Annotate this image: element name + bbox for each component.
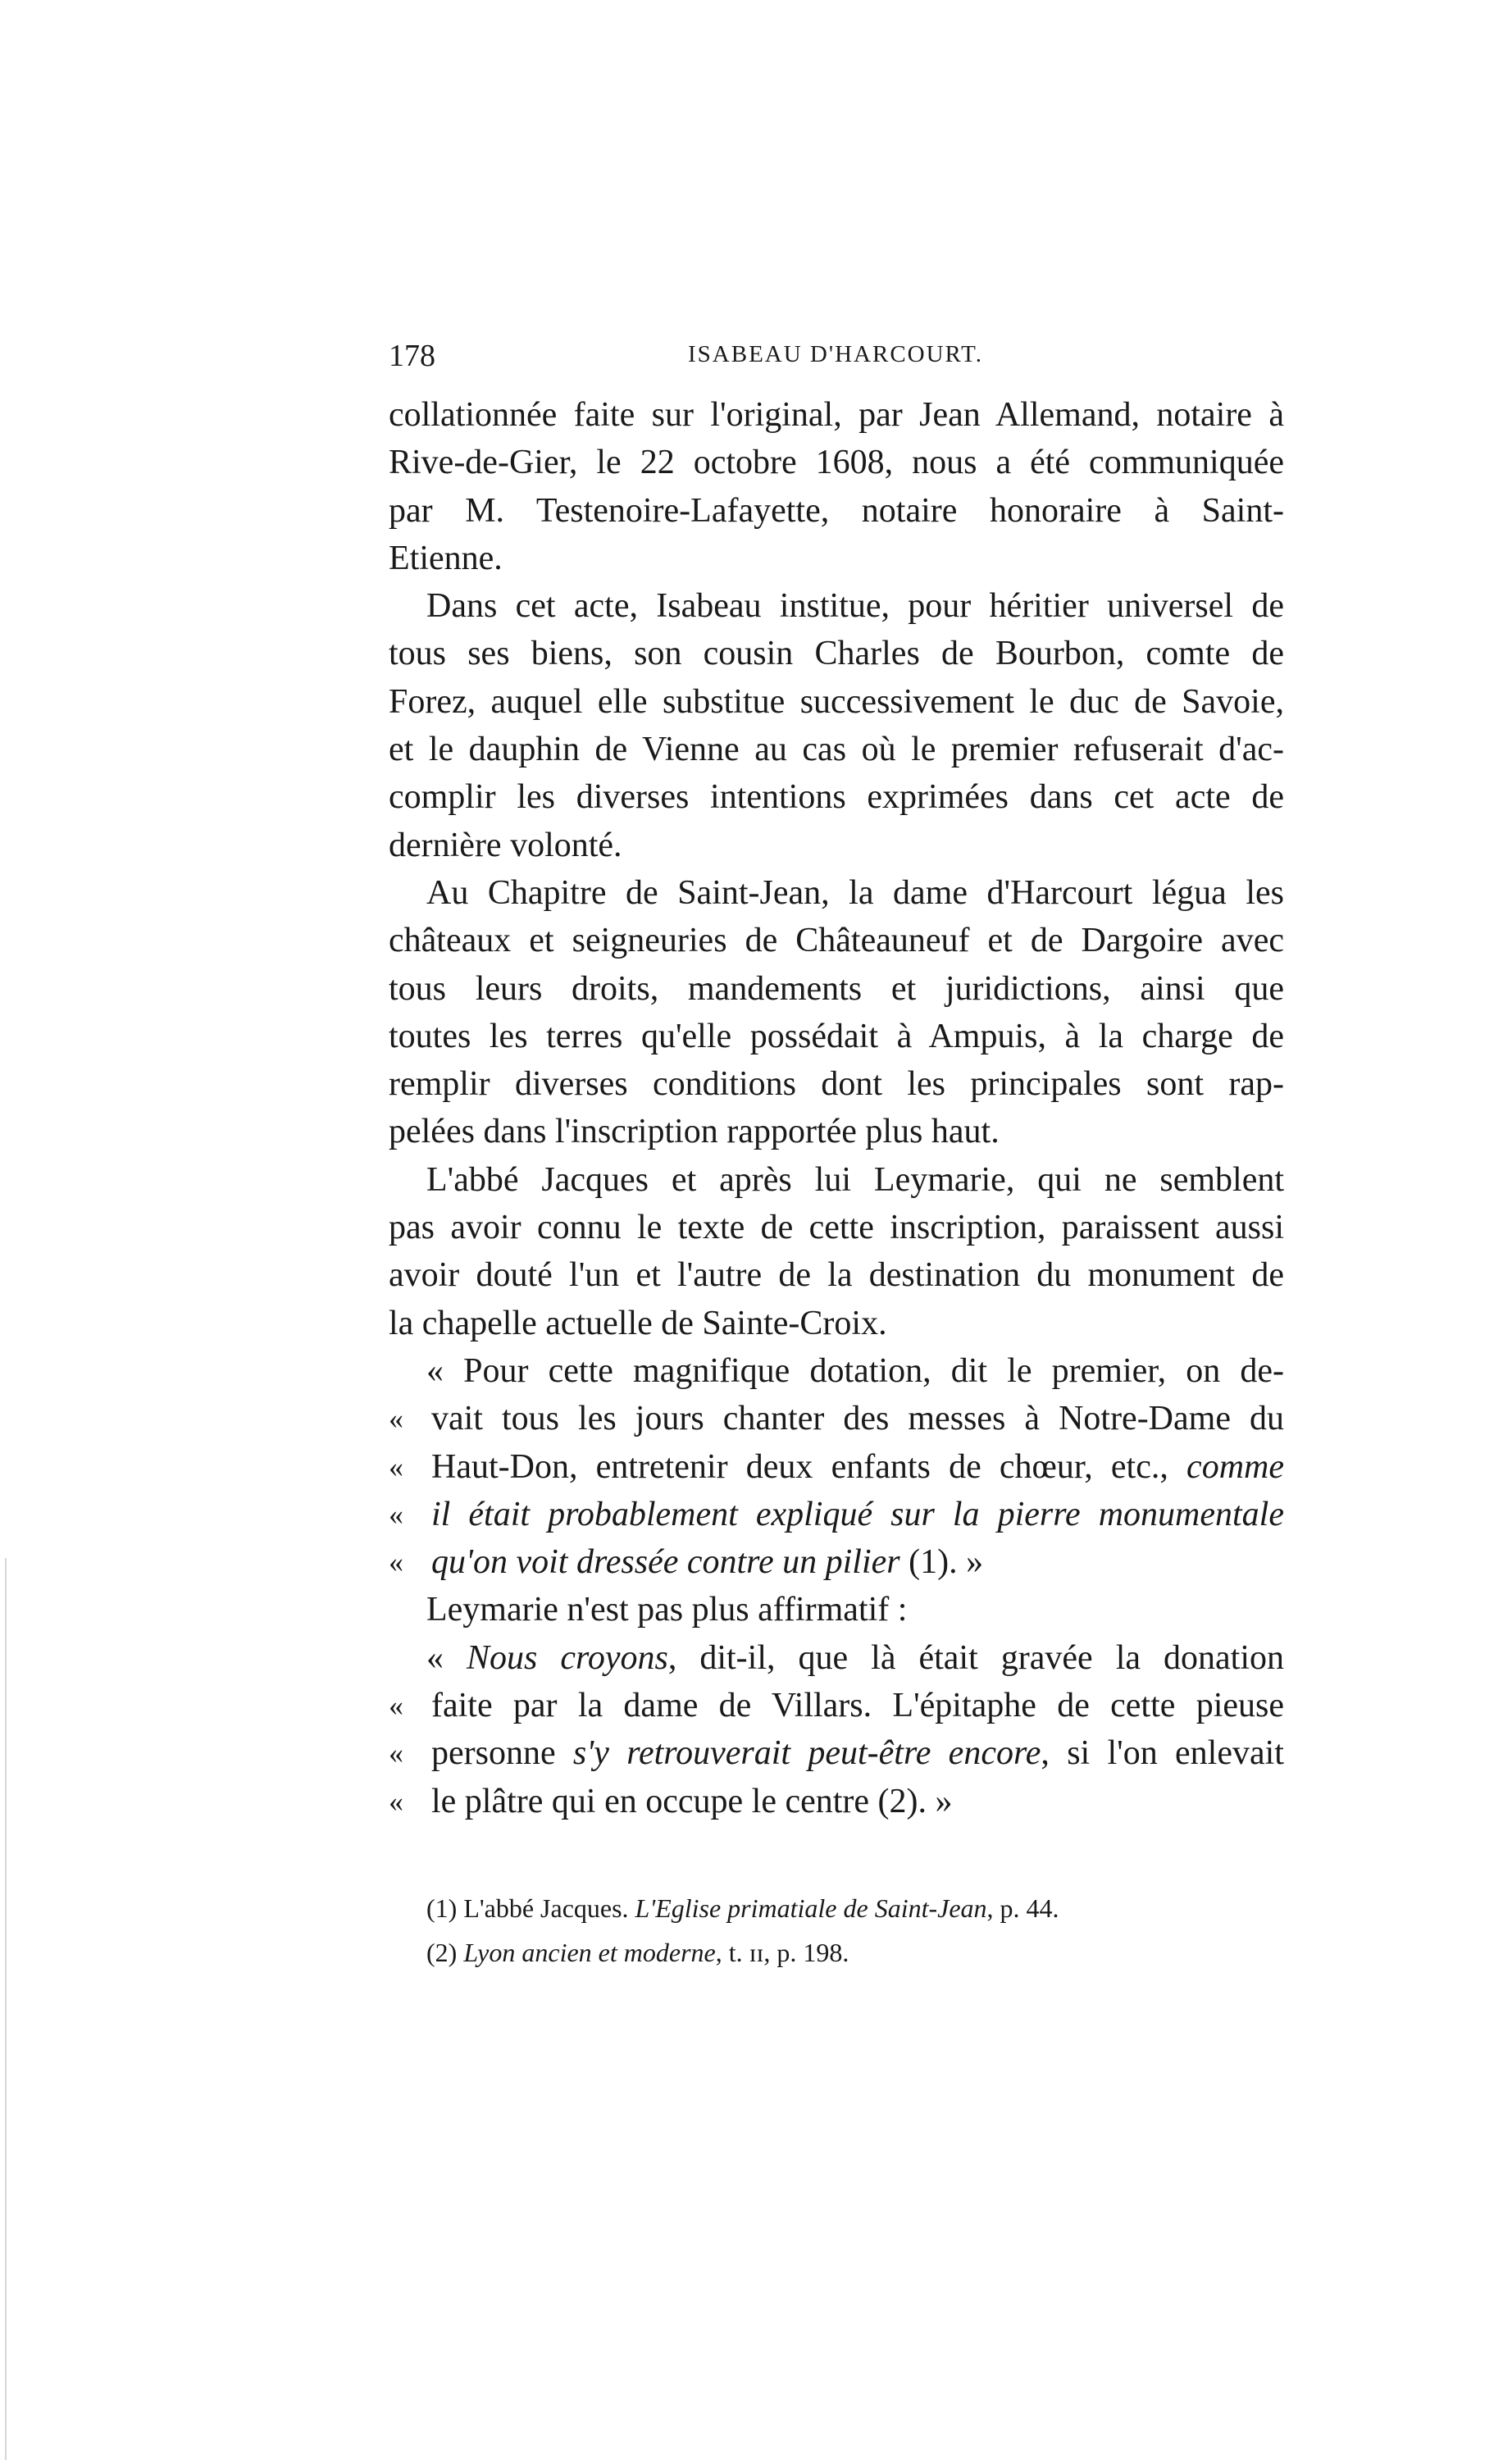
text-line: [389, 1682, 1284, 1729]
line-text: [389, 1204, 1284, 1251]
quote-mark: «: [389, 1497, 403, 1531]
quote-mark: «: [389, 1546, 403, 1579]
page-header: [389, 338, 1282, 379]
line-text: [389, 1682, 1284, 1729]
text-line: [389, 869, 1284, 917]
text-line: [389, 1443, 1284, 1491]
line-text: [389, 869, 1284, 917]
line-text: [389, 678, 1284, 726]
line-text: [389, 439, 1284, 486]
footnote-text: (1) L'abbé Jacques.: [426, 1893, 635, 1923]
text-segment: (1). »: [899, 1543, 984, 1582]
text-line: [389, 1013, 1284, 1060]
text-segment: vait tous les jours chanter des messes à Notre-Dame du: [431, 1400, 1284, 1438]
line-text: [389, 1251, 1284, 1299]
line-text: [389, 1778, 1284, 1825]
line-text: [389, 1060, 1284, 1108]
footnote-title: Lyon ancien et moderne: [463, 1938, 716, 1967]
text-segment: le plâtre qui en occupe le centre (2). »: [431, 1782, 953, 1820]
text-line: [389, 1729, 1284, 1777]
line-text: [389, 1395, 1284, 1442]
text-segment: , si l'on enlevait: [1041, 1734, 1284, 1773]
text-segment: Au Chapitre de Saint-Jean, la dame d'Harcourt légua les: [426, 873, 1284, 912]
line-text: [389, 1729, 1284, 1777]
text-segment: personne: [431, 1734, 573, 1773]
text-segment: Rive-de-Gier, le 22 octobre 1608, nous a été communiquée: [389, 444, 1284, 482]
line-text: [389, 917, 1284, 964]
text-segment: Forez, auquel elle substitue successivement le duc de Savoie,: [389, 682, 1284, 721]
text-segment: par M. Testenoire-Lafayette, notaire honoraire à Saint-: [389, 491, 1284, 530]
text-line: [389, 917, 1284, 964]
line-text: [389, 1491, 1284, 1538]
footnote-text: , t. ɪɪ, p. 198.: [715, 1938, 849, 1967]
italic-segment: s'y retrouverait peut-être encore: [572, 1734, 1041, 1773]
text-line: [389, 1347, 1284, 1395]
footnote-text: , p. 44.: [986, 1893, 1059, 1923]
line-text: [389, 1443, 1284, 1491]
text-line: [389, 1491, 1284, 1538]
italic-segment: comme: [1186, 1447, 1284, 1486]
text-line: [389, 391, 1284, 439]
text-segment: complir les diverses intentions exprimées dans cet acte de: [389, 778, 1284, 817]
line-text: [389, 391, 1284, 439]
text-line: [389, 1156, 1284, 1204]
text-line: [389, 535, 1284, 582]
line-text: [389, 1634, 1284, 1682]
text-line: [389, 1060, 1284, 1108]
line-text: [389, 1347, 1284, 1395]
scan-artifact-line: [5, 1558, 7, 2460]
text-segment: et le dauphin de Vienne au cas où le premier refuserait d'ac-: [389, 731, 1284, 769]
text-line: [389, 822, 1284, 869]
text-segment: Dans cet acte, Isabeau institue, pour héritier universel de: [426, 587, 1284, 626]
text-line: [389, 726, 1284, 773]
text-line: [389, 487, 1284, 535]
footnote: [426, 1930, 1059, 1975]
footnote-title: L'Eglise primatiale de Saint-Jean: [635, 1893, 987, 1923]
text-line: [389, 1538, 1284, 1586]
line-text: [389, 965, 1284, 1013]
text-segment: dernière volonté.: [389, 826, 622, 864]
text-segment: avoir douté l'un et l'autre de la destination du monument de: [389, 1256, 1284, 1295]
line-text: [389, 1156, 1284, 1204]
text-segment: « Pour cette magnifique dotation, dit le premier, on de-: [426, 1351, 1284, 1390]
quote-mark: «: [389, 1402, 403, 1436]
line-text: [389, 582, 1284, 630]
line-text: [389, 1108, 1284, 1155]
italic-segment: il était probablement expliqué sur la pierre monumentale: [431, 1495, 1284, 1533]
text-line: [389, 582, 1284, 630]
line-text: [389, 726, 1284, 773]
quote-mark: «: [389, 1450, 403, 1483]
line-text: [389, 1300, 1284, 1347]
text-line: [389, 1586, 1284, 1633]
italic-segment: Nous croyons: [467, 1638, 668, 1677]
text-segment: châteaux et seigneuries de Châteauneuf et de Dargoire avec: [389, 922, 1284, 960]
italic-segment: qu'on voit dressée contre un pilier: [431, 1543, 900, 1582]
text-segment: tous leurs droits, mandements et juridictions, ainsi que: [389, 969, 1284, 1008]
text-line: [389, 1251, 1284, 1299]
page-number: 178: [389, 339, 435, 373]
text-segment: collationnée faite sur l'original, par Jean Allemand, notaire à: [389, 396, 1284, 434]
text-line: [389, 1634, 1284, 1682]
quote-mark: «: [389, 1784, 403, 1818]
text-line: [389, 1204, 1284, 1251]
line-text: [389, 822, 1284, 869]
line-text: [389, 535, 1284, 582]
footnotes: [426, 1886, 1059, 1975]
quote-mark: «: [389, 1737, 403, 1770]
line-text: [389, 630, 1284, 677]
line-text: [389, 1586, 1284, 1633]
text-segment: «: [426, 1638, 467, 1677]
text-line: [389, 630, 1284, 677]
text-segment: faite par la dame de Villars. L'épitaphe de cette pieuse: [431, 1687, 1284, 1725]
text-segment: Leymarie n'est pas plus affirmatif :: [426, 1591, 908, 1629]
text-segment: L'abbé Jacques et après lui Leymarie, qui ne semblent: [426, 1160, 1284, 1199]
footnote: [426, 1886, 1059, 1930]
running-title: ISABEAU D'HARCOURT.: [688, 341, 983, 367]
quote-mark: «: [389, 1689, 403, 1723]
line-text: [389, 1538, 1284, 1586]
footnote-text: (2): [426, 1938, 464, 1967]
body-text: [389, 391, 1284, 1825]
text-segment: pas avoir connu le texte de cette inscription, paraissent aussi: [389, 1209, 1284, 1247]
text-line: [389, 773, 1284, 821]
text-segment: Haut-Don, entretenir deux enfants de chœur, etc.,: [431, 1447, 1187, 1486]
text-segment: pelées dans l'inscription rapportée plus haut.: [389, 1113, 1000, 1151]
text-segment: la chapelle actuelle de Sainte-Croix.: [389, 1304, 887, 1342]
text-segment: Etienne.: [389, 539, 503, 577]
text-line: [389, 1778, 1284, 1825]
line-text: [389, 773, 1284, 821]
text-segment: , dit-il, que là était gravée la donation: [667, 1638, 1284, 1677]
text-line: [389, 439, 1284, 486]
text-line: [389, 1300, 1284, 1347]
line-text: [389, 487, 1284, 535]
text-segment: remplir diverses conditions dont les principales sont rap-: [389, 1065, 1284, 1104]
text-line: [389, 678, 1284, 726]
line-text: [389, 1013, 1284, 1060]
text-line: [389, 1108, 1284, 1155]
text-line: [389, 965, 1284, 1013]
text-segment: tous ses biens, son cousin Charles de Bourbon, comte de: [389, 635, 1284, 673]
text-line: [389, 1395, 1284, 1442]
text-segment: toutes les terres qu'elle possédait à Ampuis, à la charge de: [389, 1017, 1284, 1055]
